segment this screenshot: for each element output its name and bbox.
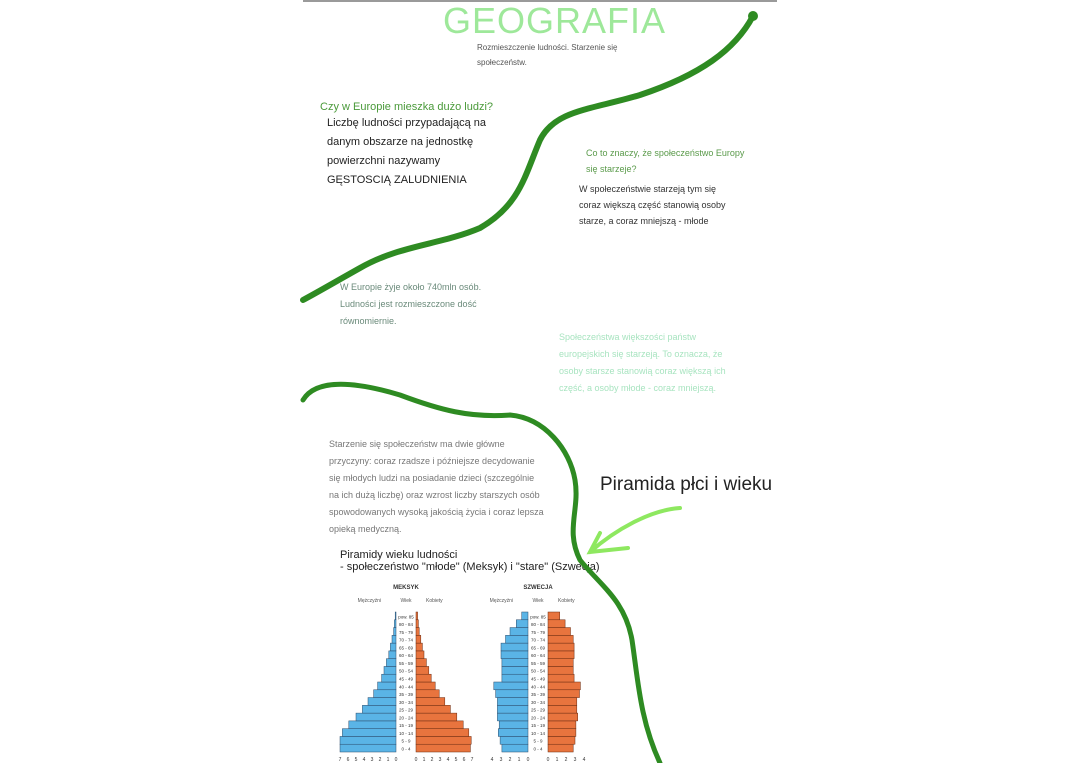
age-label: 20 - 24 bbox=[530, 715, 546, 721]
answer-population: Liczbę ludności przypadającą na danym obszarze na jednostkę powierzchni nazywamy GĘSTOSCIĄ ZALUDNIENIA bbox=[327, 117, 486, 186]
age-label: 35 - 39 bbox=[530, 692, 546, 698]
bar-female bbox=[548, 651, 574, 659]
bar-female bbox=[416, 705, 450, 713]
age-label: 5 - 9 bbox=[401, 738, 411, 744]
bar-male bbox=[499, 721, 528, 729]
bar-female bbox=[548, 744, 573, 752]
bar-female bbox=[416, 729, 469, 737]
bar-male bbox=[362, 705, 396, 713]
bar-male bbox=[501, 643, 528, 651]
age-label: 75 - 79 bbox=[398, 629, 414, 635]
bar-male bbox=[501, 651, 528, 659]
age-label: 55 - 59 bbox=[530, 660, 546, 666]
bar-male bbox=[502, 744, 528, 752]
bar-female bbox=[548, 736, 575, 744]
bar-male bbox=[386, 659, 396, 667]
tick-label-right: 1 bbox=[422, 757, 426, 763]
chart-title-line1: Piramidy wieku ludności bbox=[340, 549, 458, 561]
bar-male bbox=[502, 666, 528, 674]
bar-male bbox=[516, 620, 528, 628]
bar-female bbox=[548, 612, 560, 620]
bar-male bbox=[340, 736, 396, 744]
note-aging-causes: Starzenie się społeczeństw ma dwie główne przyczyny: coraz rzadsze i późniejsze decydowanie się młodych ludzi na posiadanie dzieci (szczególnie na ich dużą liczbę) oraz wzrost liczby starszych osób spowodowanych wysoką jakością życia i coraz lepsza opieką medyczną. bbox=[329, 439, 544, 534]
chart-title-line2: - społeczeństwo "młode" (Meksyk) i "stare" (Szwecja) bbox=[340, 561, 600, 573]
age-label: 0 - 4 bbox=[401, 746, 411, 752]
age-label: 45 - 49 bbox=[398, 676, 414, 682]
tick-label-right: 4 bbox=[582, 757, 586, 763]
age-label: 35 - 39 bbox=[398, 692, 414, 698]
age-label: 65 - 69 bbox=[398, 645, 414, 651]
page-title: GEOGRAFIA bbox=[443, 0, 667, 41]
tick-label-left: 0 bbox=[394, 757, 398, 763]
age-label: 60 - 64 bbox=[398, 653, 414, 659]
bar-male bbox=[340, 744, 396, 752]
tick-label-right: 6 bbox=[462, 757, 466, 763]
bar-male bbox=[510, 628, 528, 636]
bar-female bbox=[548, 729, 576, 737]
bar-male bbox=[382, 674, 396, 682]
age-label: 45 - 49 bbox=[530, 676, 546, 682]
bar-male bbox=[502, 674, 528, 682]
bar-male bbox=[374, 690, 396, 698]
age-label: 75 - 79 bbox=[530, 629, 546, 635]
note-europe-population: W Europie żyje około 740mln osób. Ludności jest rozmieszczone dość równomiernie. bbox=[340, 282, 482, 326]
bar-male bbox=[498, 729, 528, 737]
bar-male bbox=[390, 643, 396, 651]
pyramid-country-label: SZWECJA bbox=[523, 585, 553, 591]
bar-female bbox=[548, 682, 580, 690]
note-aging-societies: Społeczeństwa większości państw europejskich się starzeją. To oznacza, że osoby starsze stanowią coraz większą ich część, a osoby młode - coraz mniejszą. bbox=[559, 332, 726, 393]
bar-male bbox=[368, 698, 396, 706]
bar-male bbox=[506, 635, 529, 643]
bar-female bbox=[548, 674, 574, 682]
tick-label-left: 4 bbox=[362, 757, 366, 763]
tick-label-right: 3 bbox=[438, 757, 442, 763]
tick-label-right: 5 bbox=[454, 757, 458, 763]
bar-female bbox=[416, 635, 421, 643]
bar-male bbox=[500, 736, 528, 744]
bar-female bbox=[416, 698, 445, 706]
tick-label-left: 1 bbox=[386, 757, 390, 763]
tick-label-right: 7 bbox=[470, 757, 474, 763]
age-label: 60 - 64 bbox=[530, 653, 546, 659]
age-label: 70 - 74 bbox=[398, 637, 414, 643]
bar-female bbox=[548, 659, 573, 667]
bar-female bbox=[548, 620, 565, 628]
bar-female bbox=[548, 666, 573, 674]
age-label: 30 - 34 bbox=[530, 699, 546, 705]
age-label: 10 - 14 bbox=[530, 730, 546, 736]
age-label: 15 - 19 bbox=[398, 723, 414, 729]
bar-male bbox=[394, 628, 396, 636]
bar-male bbox=[522, 612, 528, 620]
question-population: Czy w Europie mieszka dużo ludzi? bbox=[320, 101, 494, 113]
bar-male bbox=[497, 698, 528, 706]
tick-label-left: 3 bbox=[370, 757, 374, 763]
tick-label-right: 0 bbox=[546, 757, 550, 763]
age-label: pow. 85 bbox=[530, 614, 546, 620]
age-label: 55 - 59 bbox=[398, 660, 414, 666]
age-label: 20 - 24 bbox=[398, 715, 414, 721]
age-label: 50 - 54 bbox=[530, 668, 546, 674]
bar-male bbox=[342, 729, 396, 737]
bar-male bbox=[502, 659, 528, 667]
pyramid-country-label: MEKSYK bbox=[393, 585, 419, 591]
tick-label-left: 2 bbox=[378, 757, 382, 763]
tick-label-right: 2 bbox=[430, 757, 434, 763]
bar-female bbox=[416, 674, 431, 682]
bar-female bbox=[416, 682, 435, 690]
bar-female bbox=[416, 659, 426, 667]
bar-female bbox=[416, 744, 470, 752]
bar-female bbox=[416, 721, 463, 729]
age-label: 10 - 14 bbox=[398, 730, 414, 736]
tick-label-left: 4 bbox=[490, 757, 494, 763]
legend-male: Mężczyźni bbox=[357, 598, 381, 604]
tick-label-left: 7 bbox=[338, 757, 342, 763]
bar-female bbox=[416, 736, 471, 744]
bar-male bbox=[496, 690, 528, 698]
bar-female bbox=[416, 666, 429, 674]
age-label: 0 - 4 bbox=[533, 746, 543, 752]
bar-male bbox=[349, 721, 396, 729]
tick-label-left: 3 bbox=[499, 757, 503, 763]
legend-age: Wiek bbox=[400, 598, 412, 604]
bar-female bbox=[416, 612, 418, 620]
age-label: 5 - 9 bbox=[533, 738, 543, 744]
bar-female bbox=[416, 713, 457, 721]
bar-female bbox=[416, 643, 422, 651]
legend-female: Kobiety bbox=[558, 598, 575, 604]
bar-female bbox=[548, 635, 573, 643]
bar-male bbox=[384, 666, 396, 674]
legend-age: Wiek bbox=[532, 598, 544, 604]
tick-label-left: 1 bbox=[517, 757, 521, 763]
bar-female bbox=[548, 721, 576, 729]
age-label: 40 - 44 bbox=[398, 684, 414, 690]
age-label: 15 - 19 bbox=[530, 723, 546, 729]
bar-female bbox=[548, 698, 577, 706]
bar-female bbox=[548, 713, 578, 721]
tick-label-right: 0 bbox=[414, 757, 418, 763]
age-label: 40 - 44 bbox=[530, 684, 546, 690]
bar-female bbox=[548, 628, 571, 636]
age-label: pow. 85 bbox=[398, 614, 414, 620]
bar-female bbox=[548, 705, 577, 713]
age-label: 30 - 34 bbox=[398, 699, 414, 705]
age-label: 65 - 69 bbox=[530, 645, 546, 651]
bar-male bbox=[356, 713, 396, 721]
bar-male bbox=[389, 651, 396, 659]
bar-male bbox=[497, 705, 528, 713]
age-label: 70 - 74 bbox=[530, 637, 546, 643]
answer-aging: W społeczeństwie starzeją tym się coraz większą część stanowią osoby starze, a coraz mniejszą - młode bbox=[579, 184, 726, 226]
page-subtitle: Rozmieszczenie ludności. Starzenie się społeczeństw. bbox=[477, 43, 618, 67]
tick-label-right: 1 bbox=[555, 757, 559, 763]
age-label: 25 - 29 bbox=[530, 707, 546, 713]
tick-label-left: 0 bbox=[526, 757, 530, 763]
legend-male: Mężczyźni bbox=[489, 598, 513, 604]
bar-female bbox=[416, 620, 418, 628]
legend-female: Kobiety bbox=[426, 598, 443, 604]
annotation-pyramid: Piramida płci i wieku bbox=[600, 474, 773, 495]
bar-female bbox=[416, 628, 419, 636]
bar-male bbox=[392, 635, 396, 643]
bar-female bbox=[548, 643, 574, 651]
age-label: 80 - 84 bbox=[530, 622, 546, 628]
bar-female bbox=[416, 651, 424, 659]
tick-label-left: 6 bbox=[346, 757, 350, 763]
tick-label-left: 2 bbox=[508, 757, 512, 763]
bar-male bbox=[497, 713, 528, 721]
tick-label-right: 2 bbox=[564, 757, 568, 763]
age-label: 50 - 54 bbox=[398, 668, 414, 674]
bar-female bbox=[548, 690, 580, 698]
tick-label-right: 3 bbox=[573, 757, 577, 763]
age-label: 25 - 29 bbox=[398, 707, 414, 713]
bar-male bbox=[394, 620, 396, 628]
question-aging: Co to znaczy, że społeczeństwo Europy się starzeje? bbox=[586, 148, 745, 174]
bar-male bbox=[494, 682, 528, 690]
age-label: 80 - 84 bbox=[398, 622, 414, 628]
tick-label-left: 5 bbox=[354, 757, 358, 763]
bar-male bbox=[378, 682, 396, 690]
tick-label-right: 4 bbox=[446, 757, 450, 763]
bar-female bbox=[416, 690, 439, 698]
bar-male bbox=[395, 612, 396, 620]
